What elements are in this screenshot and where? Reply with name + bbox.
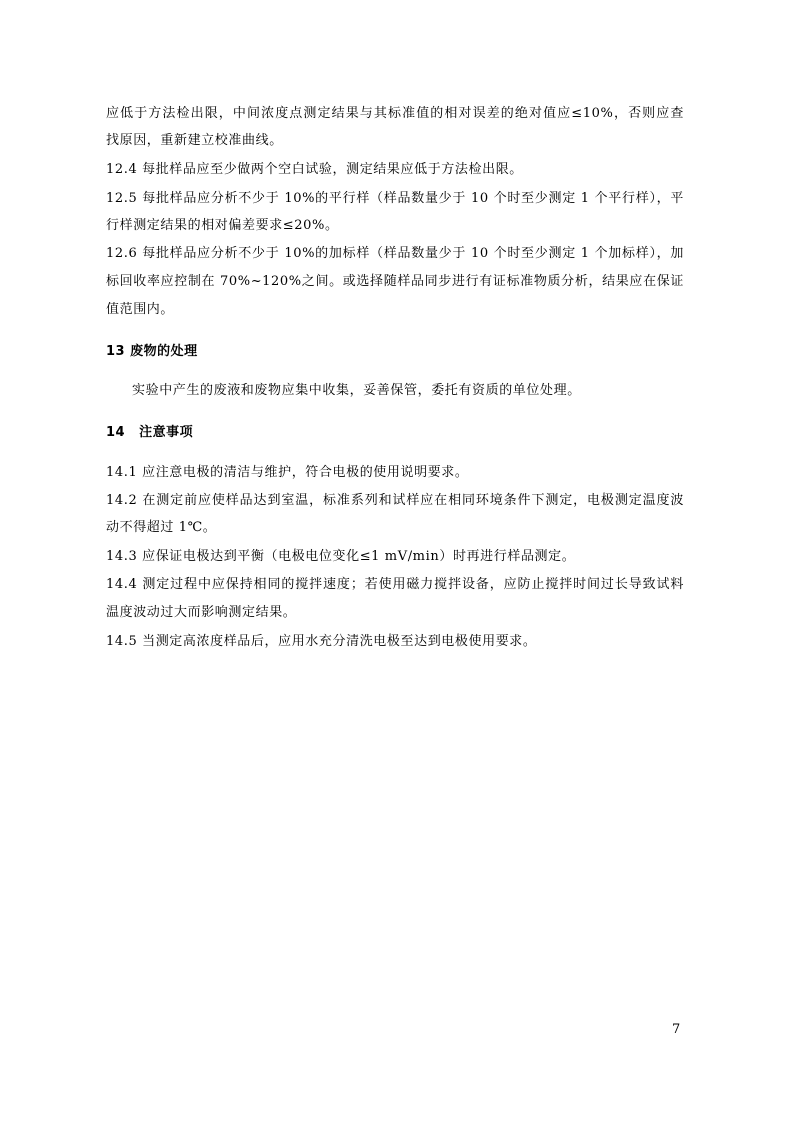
clause-number: 14.1 <box>106 465 138 480</box>
clause-text: 当测定高浓度样品后，应用水充分清洗电极至达到电极使用要求。 <box>142 634 537 649</box>
clause-number: 12.5 <box>106 191 138 206</box>
paragraph-line: 值范围内。 <box>106 302 175 317</box>
section-13-body: 实验中产生的废液和废物应集中收集，妥善保管，委托有资质的单位处理。 <box>132 383 581 398</box>
clause-number: 14.5 <box>106 634 138 649</box>
clause-text: 每批样品应分析不少于 10%的加标样（样品数量少于 10 个时至少测定 1 个加标样），加 <box>142 246 684 261</box>
clause-12-4 <box>106 162 684 178</box>
paragraph-line: 应低于方法检出限，中间浓度点测定结果与其标准值的相对误差的绝对值应≤10%，否则应查 <box>106 106 684 121</box>
section-title: 废物的处理 <box>130 344 198 359</box>
paragraph-line: 行样测定结果的相对偏差要求≤20%。 <box>106 218 339 233</box>
clause-text: 每批样品应分析不少于 10%的平行样（样品数量少于 10 个时至少测定 1 个平行样），平 <box>142 191 684 206</box>
clause-14-4 <box>106 577 684 593</box>
clause-number: 14.4 <box>106 577 138 592</box>
clause-number: 14.3 <box>106 549 138 564</box>
clause-text: 每批样品应至少做两个空白试验，测定结果应低于方法检出限。 <box>142 162 523 177</box>
section-number: 14 <box>106 425 126 440</box>
clause-number: 12.4 <box>106 162 138 177</box>
section-heading-14 <box>106 425 193 441</box>
clause-14-5 <box>106 634 684 650</box>
paragraph-line: 动不得超过 1℃。 <box>106 520 217 535</box>
paragraph-line: 标回收率应控制在 70%~120%之间。或选择随样品同步进行有证标准物质分析，结果应在保证 <box>106 274 684 289</box>
clause-number: 12.6 <box>106 246 138 261</box>
clause-12-5 <box>106 191 684 207</box>
section-heading-13 <box>106 344 198 360</box>
clause-14-1 <box>106 465 684 481</box>
section-number: 13 <box>106 344 126 359</box>
clause-14-3 <box>106 549 684 565</box>
clause-text: 在测定前应使样品达到室温，标准系列和试样应在相同环境条件下测定，电极测定温度波 <box>142 493 684 508</box>
clause-text: 应注意电极的清洁与维护，符合电极的使用说明要求。 <box>142 465 469 480</box>
page-number: 7 <box>672 1022 681 1037</box>
clause-text: 应保证电极达到平衡（电极电位变化≤1 mV/min）时再进行样品测定。 <box>142 549 576 564</box>
paragraph-line: 温度波动过大而影响测定结果。 <box>106 605 297 620</box>
clause-number: 14.2 <box>106 493 138 508</box>
clause-text: 测定过程中应保持相同的搅拌速度；若使用磁力搅拌设备，应防止搅拌时间过长导致试料 <box>142 577 684 592</box>
section-title: 注意事项 <box>139 425 194 440</box>
paragraph-line: 找原因，重新建立校准曲线。 <box>106 133 283 148</box>
clause-12-6 <box>106 246 684 262</box>
clause-14-2 <box>106 493 684 509</box>
